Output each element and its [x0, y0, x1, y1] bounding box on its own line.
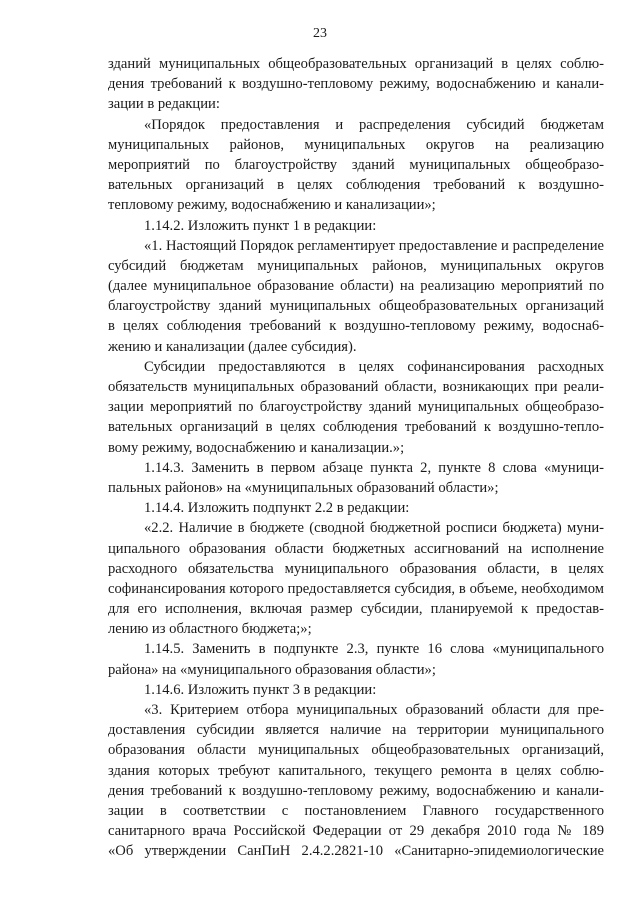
- text-line: вому режиму, водоснабжению и канализации.»;: [108, 439, 405, 456]
- text-line: Субсидии предоставляются в целях софинансирования расходных: [144, 358, 604, 375]
- text-line: доставления субсидии является наличие на территории муниципального: [108, 722, 604, 739]
- text-line: 1.14.4. Изложить подпункт 2.2 в редакции:: [144, 500, 410, 517]
- text-line: дения требований к воздушно-тепловому режиму, водоснабжению и канали-: [108, 782, 604, 799]
- document-body: [108, 54, 604, 862]
- text-line: дения требований к воздушно-тепловому режиму, водоснабжению и канали-: [108, 76, 604, 93]
- text-line: вательных организаций в целях соблюдения требований к воздушно-тепло-: [108, 419, 604, 436]
- text-line: 1.14.3. Заменить в первом абзаце пункта 2, пункте 8 слова «муници-: [144, 459, 604, 476]
- text-line: «Об утверждении СанПиН 2.4.2.2821-10 «Санитарно-эпидемиологические: [108, 843, 604, 860]
- text-line: 1.14.6. Изложить пункт 3 в редакции:: [144, 681, 377, 698]
- text-line: «3. Критерием отбора муниципальных образований области для пре-: [144, 702, 604, 718]
- text-line: 1.14.2. Изложить пункт 1 в редакции:: [144, 217, 377, 234]
- text-line: софинансирования которого предоставляется субсидия, в объеме, необходимом: [108, 580, 604, 597]
- text-line: тепловому режиму, водоснабжению и канализации»;: [108, 197, 436, 214]
- text-line: здания которых требуют капитального, текущего ремонта в целях соблю-: [108, 762, 604, 779]
- text-line: зданий муниципальных общеобразовательных организаций в целях соблю-: [108, 56, 604, 72]
- text-line: пальных районов» на «муниципальных образований области»;: [108, 479, 499, 496]
- text-line: «2.2. Наличие в бюджете (сводной бюджетной росписи бюджета) муни-: [144, 520, 604, 537]
- text-line: ципального образования области бюджетных ассигнований на исполнение: [108, 540, 604, 557]
- text-line: жению и канализации (далее субсидия).: [108, 338, 357, 355]
- text-line: «Порядок предоставления и распределения субсидий бюджетам: [144, 116, 604, 133]
- text-line: «1. Настоящий Порядок регламентирует предоставление и распределение: [144, 237, 604, 254]
- text-line: в целях соблюдения требований к воздушно-тепловому режиму, водосна6-: [108, 318, 604, 335]
- text-line: для его исполнения, включая размер субсидии, планируемой к предостав-: [108, 601, 604, 618]
- text-line: района» на «муниципального образования области»;: [108, 661, 436, 678]
- text-line: санитарного врача Российской Федерации от 29 декабря 2010 года № 189: [108, 823, 604, 840]
- text-line: лению из областного бюджета;»;: [108, 621, 312, 638]
- text-line: муниципальных районов, муниципальных округов на реализацию: [108, 136, 604, 153]
- page-number: 23: [313, 26, 327, 41]
- text-line: благоустройству зданий муниципальных общеобразовательных организаций: [108, 298, 604, 315]
- text-line: (далее муниципальное образование области) на реализацию мероприятий по: [108, 278, 604, 295]
- text-line: зации в соответствии с постановлением Главного государственного: [108, 802, 604, 819]
- text-line: образования области муниципальных общеобразовательных организаций,: [108, 742, 604, 759]
- text-line: обязательств муниципальных образований области, возникающих при реали-: [108, 379, 604, 395]
- text-line: зации в редакции:: [108, 96, 220, 113]
- text-line: субсидий бюджетам муниципальных районов, муниципальных округов: [108, 257, 604, 274]
- text-line: 1.14.5. Заменить в подпункте 2.3, пункте 16 слова «муниципального: [144, 641, 604, 658]
- text-line: мероприятий по благоустройству зданий муниципальных общеобразо-: [108, 156, 604, 173]
- text-line: расходного обязательства муниципального образования области, в целях: [108, 560, 604, 577]
- text-line: зации мероприятий по благоустройству зданий муниципальных общеобразо-: [108, 399, 604, 416]
- text-line: вательных организаций в целях соблюдения требований к воздушно-: [108, 177, 604, 194]
